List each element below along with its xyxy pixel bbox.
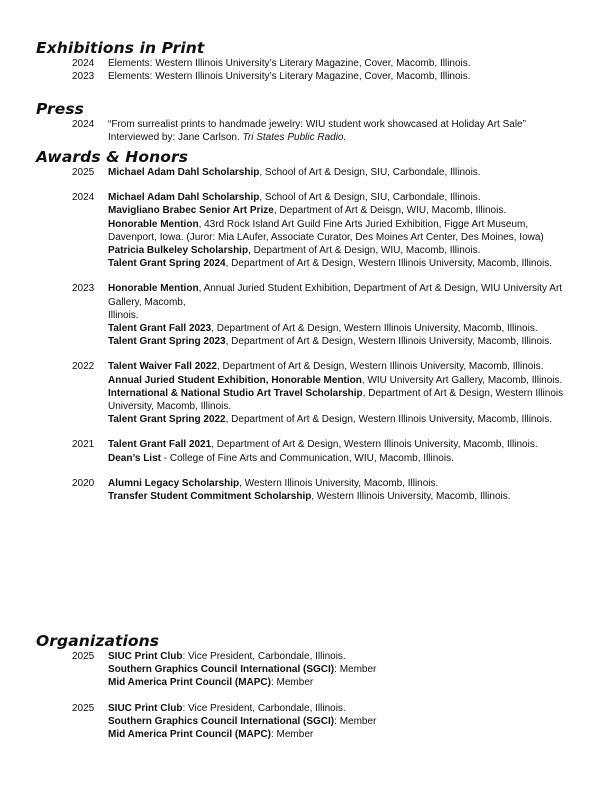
award-entry bbox=[108, 387, 568, 413]
press-quote: “From surrealist prints to handmade jewelry: WIU student work showcased at Holiday Art Sale” bbox=[108, 119, 526, 130]
organizations-heading: Organizations bbox=[36, 632, 160, 650]
award-entry bbox=[108, 257, 568, 270]
award-entry bbox=[108, 322, 568, 335]
awards-year-2022 bbox=[36, 360, 576, 426]
award-entry bbox=[108, 452, 568, 465]
organization-name: SIUC Print Club bbox=[108, 702, 183, 714]
awards-heading: Awards & Honors bbox=[36, 148, 189, 166]
award-detail: , Western Illinois University, Macomb, Illinois. bbox=[239, 477, 439, 489]
award-entry bbox=[108, 413, 568, 426]
award-entry bbox=[108, 360, 568, 373]
press-credit bbox=[108, 131, 568, 144]
organization-role: : Member bbox=[270, 729, 314, 741]
award-entry bbox=[108, 191, 568, 204]
award-name: Michael Adam Dahl Scholarship bbox=[108, 167, 260, 178]
organization-entry bbox=[108, 728, 568, 741]
awards-year-2025 bbox=[36, 166, 576, 179]
award-detail: , Department of Art & Design, Western Illinois University, Macomb, Illinois. bbox=[216, 361, 544, 373]
award-name: Talent Grant Spring 2024 bbox=[108, 258, 226, 270]
award-name: Talent Grant Fall 2023 bbox=[108, 323, 212, 335]
organization-role: : Member bbox=[334, 664, 377, 676]
award-entry bbox=[108, 166, 568, 179]
exhibitions-heading: Exhibitions in Print bbox=[36, 39, 205, 57]
award-entry bbox=[108, 490, 568, 503]
organization-entry bbox=[108, 676, 568, 689]
organization-name: Mid America Print Council (MAPC) bbox=[108, 729, 271, 741]
award-name: Dean’s List bbox=[108, 452, 161, 464]
organization-name: Mid America Print Council (MAPC) bbox=[108, 677, 271, 689]
award-entry bbox=[108, 282, 568, 308]
award-name: Transfer Student Commitment Scholarship bbox=[108, 491, 312, 503]
award-entry bbox=[108, 204, 568, 217]
award-detail: , Department of Art & Design, Western Illinois University, Macomb, Illinois. bbox=[211, 323, 538, 335]
award-name: Talent Grant Fall 2021 bbox=[108, 439, 212, 451]
award-name: Annual Juried Student Exhibition, Honorable Mention bbox=[108, 374, 362, 386]
organization-name: Southern Graphics Council International (SGCI) bbox=[108, 664, 335, 676]
organization-role: : Member bbox=[334, 715, 377, 727]
organization-entry bbox=[108, 650, 568, 663]
award-name: Alumni Legacy Scholarship bbox=[108, 477, 240, 489]
award-year: 2022 bbox=[72, 361, 95, 373]
awards-year-2020 bbox=[36, 477, 576, 503]
exhibition-row bbox=[36, 57, 576, 70]
award-name: Talent Grant Spring 2022 bbox=[108, 414, 226, 426]
organization-role: : Member bbox=[270, 677, 314, 689]
award-entry bbox=[108, 477, 568, 490]
press-heading: Press bbox=[36, 100, 84, 118]
organization-entry bbox=[108, 702, 568, 715]
press-section bbox=[36, 100, 576, 144]
organization-year: 2025 bbox=[72, 702, 95, 714]
award-name: Patricia Bulkeley Scholarship bbox=[108, 245, 249, 257]
award-detail: , Department of Art & Design, Western Illinois University, Macomb, Illinois. bbox=[211, 439, 538, 451]
award-year: 2020 bbox=[72, 477, 95, 489]
award-detail: , Department of Art & Design, Western Illinois University, Macomb, Illinois. bbox=[225, 258, 553, 270]
award-detail: , Department of Art & Deisgn, WIU, Macomb, Illinois. bbox=[273, 205, 507, 217]
exhibitions-section bbox=[36, 39, 576, 83]
award-entry bbox=[108, 218, 568, 244]
award-detail: , Department of Art & Design, Western Illinois University, Macomb, Illinois. bbox=[225, 414, 553, 426]
exhibition-entry: Elements: Western Illinois University’s Literary Magazine, Cover, Macomb, Illinois. bbox=[108, 58, 471, 69]
exhibition-year: 2024 bbox=[72, 58, 95, 69]
award-entry bbox=[108, 335, 568, 348]
organization-name: SIUC Print Club bbox=[108, 651, 183, 662]
award-detail: , Department of Art & Design, Western Illinois University, Macomb, Illinois. bbox=[225, 336, 553, 348]
award-detail: , Department of Art & Design, Western Illinois University, Macomb, Illinois. bbox=[108, 387, 564, 413]
organization-year: 2025 bbox=[72, 651, 95, 662]
award-entry bbox=[108, 374, 568, 387]
award-year: 2024 bbox=[72, 192, 95, 204]
award-name: Mavigliano Brabec Senior Art Prize bbox=[108, 205, 274, 217]
award-year: 2025 bbox=[72, 167, 95, 178]
award-year: 2023 bbox=[72, 283, 95, 295]
award-name: Honorable Mention bbox=[108, 218, 199, 230]
organizations-section bbox=[36, 632, 576, 741]
award-year: 2021 bbox=[72, 439, 95, 451]
organizations-group bbox=[36, 702, 576, 742]
award-name: Michael Adam Dahl Scholarship bbox=[108, 192, 260, 204]
press-outlet: Tri States Public Radio. bbox=[242, 132, 347, 144]
awards-year-2023 bbox=[36, 282, 576, 348]
award-entry-continued: Illinois. bbox=[108, 309, 139, 321]
award-detail: , Western Illinois University, Macomb, Illinois. bbox=[311, 491, 511, 503]
award-detail: , WIU University Art Gallery, Macomb, Illinois. bbox=[361, 374, 563, 386]
exhibition-row bbox=[36, 70, 576, 83]
awards-year-2021 bbox=[36, 438, 576, 464]
press-year: 2024 bbox=[72, 119, 95, 130]
award-detail: , 43rd Rock Island Art Guild Fine Arts Juried Exhibition, Figge Art Museum, Davenport, Iowa. (Juror: Mia LAufer, Associate Curator, Des Moines Art Center, Des Moines, Iowa) bbox=[108, 218, 544, 243]
organization-entry bbox=[108, 663, 568, 676]
press-row bbox=[36, 118, 576, 144]
organization-role: : Vice President, Carbondale, Illinois. bbox=[182, 702, 346, 714]
organization-entry bbox=[108, 715, 568, 728]
organization-role: : Vice President, Carbondale, Illinois. bbox=[182, 651, 346, 662]
exhibition-year: 2023 bbox=[72, 71, 95, 83]
award-detail: , Department of Art & Design, WIU, Macomb, Illinois. bbox=[248, 245, 481, 257]
exhibition-entry: Elements: Western Illinois University’s Literary Magazine, Cover, Macomb, Illinois. bbox=[108, 71, 471, 83]
award-name: Talent Waiver Fall 2022 bbox=[108, 361, 217, 373]
award-detail: , School of Art & Design, SIU, Carbondale, Illinois. bbox=[259, 192, 481, 204]
award-detail: , Annual Juried Student Exhibition, Department of Art & Design, WIU University Art Gallery, Macomb, bbox=[108, 283, 563, 308]
award-detail: , School of Art & Design, SIU, Carbondale, Illinois. bbox=[259, 167, 481, 178]
organization-name: Southern Graphics Council International (SGCI) bbox=[108, 715, 335, 727]
awards-section bbox=[36, 148, 576, 503]
press-credit-prefix: Interviewed by: Jane Carlson. bbox=[108, 132, 243, 144]
award-entry bbox=[108, 244, 568, 257]
award-name: Honorable Mention bbox=[108, 283, 199, 295]
organizations-group bbox=[36, 650, 576, 690]
awards-year-2024 bbox=[36, 191, 576, 270]
award-name: International & National Studio Art Travel Scholarship bbox=[108, 387, 363, 399]
award-name: Talent Grant Spring 2023 bbox=[108, 336, 226, 348]
award-detail: - College of Fine Arts and Communication, WIU, Macomb, Illinois. bbox=[160, 452, 454, 464]
award-entry bbox=[108, 438, 568, 451]
